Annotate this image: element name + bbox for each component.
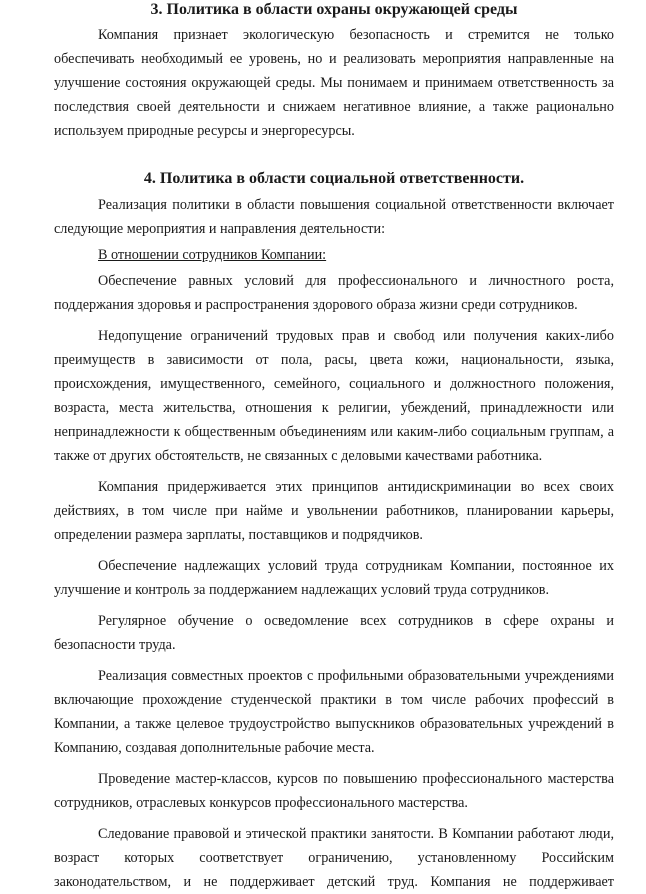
section-3-heading: 3. Политика в области охраны окружающей среды: [150, 1, 518, 18]
section-4-paragraph-working-conditions: Обеспечение надлежащих условий труда сотрудникам Компании, постоянное их улучшение и контроль за поддержанием надлежащих условий труда сотрудников.: [54, 558, 614, 598]
section-4-paragraph-non-discrimination: Недопущение ограничений трудовых прав и свобод или получения каких-либо преимуществ в зависимости от пола, расы, цвета кожи, национальности, языка, происхождения, имущественного, семейного, социального и должностного положения, возраста, места жительства, отношения к религии, убеждений, принадлежности или непринадлежности к общественным объединениям или каким-либо социальным группам, а также от других обстоятельств, не связанных с деловыми качествами работника.: [54, 328, 614, 464]
employees-subheading-text: В отношении сотрудников Компании:: [98, 247, 327, 263]
section-4-paragraph-joint-projects: Реализация совместных проектов с профильными образовательными учреждениями включающие прохождение студенческой практики в том числе рабочих профессий в Компании, а также целевое трудоустройство выпускников образовательных учреждений в Компанию, создавая дополнительные рабочие места.: [54, 668, 614, 756]
employees-subheading: [54, 243, 614, 267]
section-4-paragraph-training: Регулярное обучение о осведомление всех сотрудников в сфере охраны и безопасности труда.: [54, 613, 614, 653]
section-4-heading: 4. Политика в области социальной ответственности.: [143, 170, 525, 187]
section-4-paragraph-equal-conditions: Обеспечение равных условий для профессионального и личностного роста, поддержания здоровья и распространения здорового образа жизни среди сотрудников.: [54, 273, 614, 313]
section-4-paragraph-master-classes: Проведение мастер-классов, курсов по повышению профессионального мастерства сотрудников, отраслевых конкурсов профессионального мастерства.: [54, 771, 614, 811]
section-3-paragraph: Компания признает экологическую безопасность и стремится не только обеспечивать необходимый ее уровень, но и реализовать мероприятия направленные на улучшение состояния окружающей среды. Мы понимаем и принимаем ответственность за последствия своей деятельности и снижаем негативное влияние, а также рационально используем природные ресурсы и энергоресурсы.: [54, 27, 614, 139]
section-4-intro: Реализация политики в области повышения социальной ответственности включает следующие мероприятия и направления деятельности:: [54, 197, 614, 237]
section-4-paragraph-employment-practice: Следование правовой и этической практики занятости. В Компании работают люди, возраст которых соответствует ограничению, установленному Российским законодательством, и не поддерживает детский труд. Компания не поддерживает: [54, 826, 614, 890]
section-4-paragraph-principles: Компания придерживается этих принципов антидискриминации во всех своих действиях, в том числе при найме и увольнении работников, планировании карьеры, определении размера зарплаты, поставщиков и подрядчиков.: [54, 479, 614, 543]
